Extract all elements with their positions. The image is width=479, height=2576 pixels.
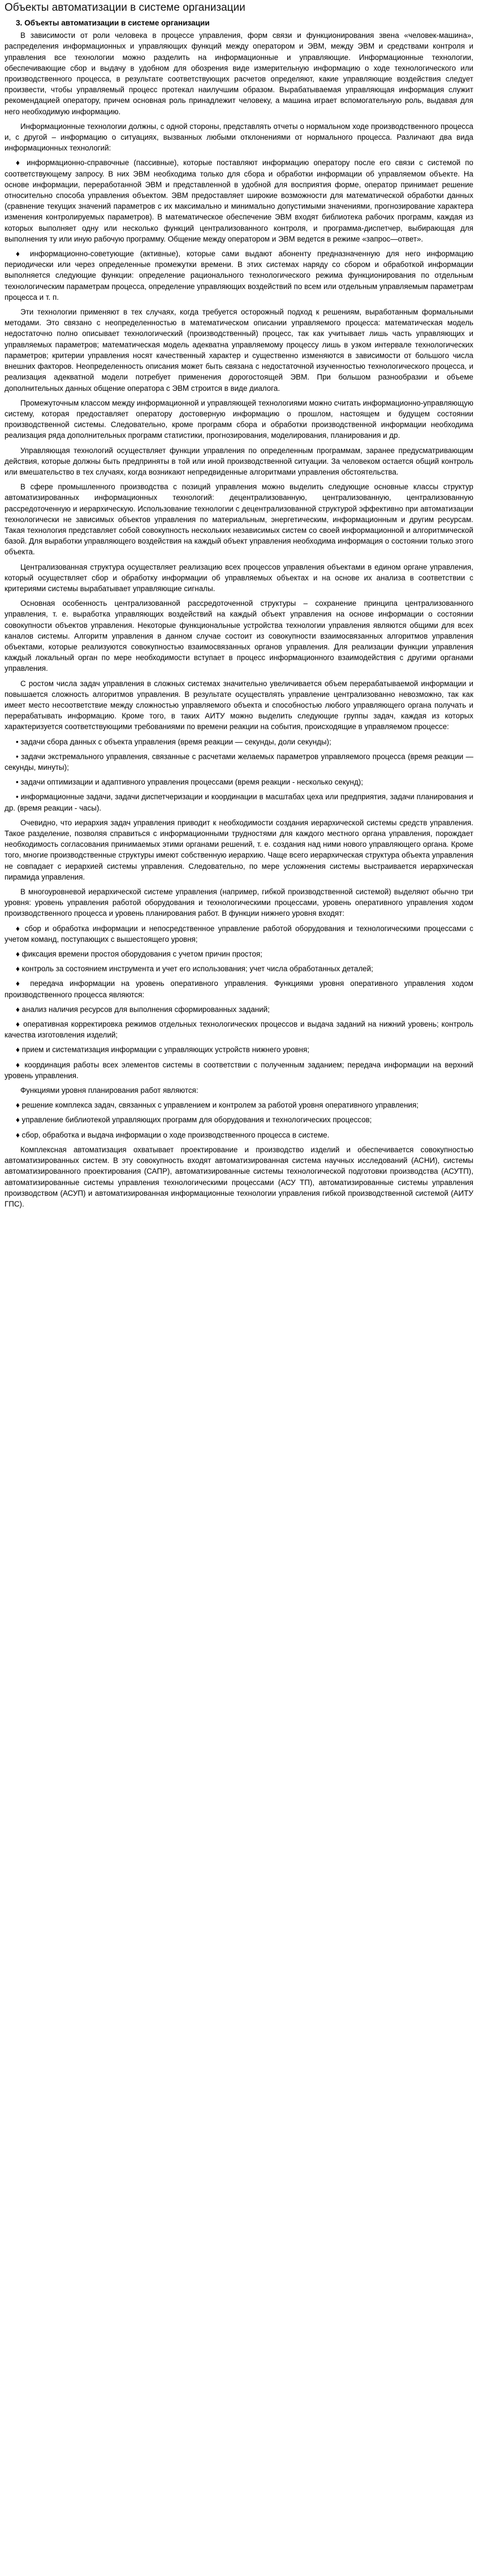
list-item: • задачи сбора данных с объекта управления (время реакции — секунды, доли секунды); xyxy=(16,737,331,746)
paragraph: Информационные технологии должны, с одной стороны, представлять отчеты о нормальном ходе производственного процесса и, с другой – информацию о ситуациях, вызванных любыми отклонениями от нормального процесса. Различают два вида информационных технологий: xyxy=(5,122,473,153)
list-item: ♦ фиксация времени простоя оборудования с учетом причин простоя; xyxy=(16,950,262,959)
document-page xyxy=(0,1,479,2576)
paragraph: Промежуточным классом между информационной и управляющей технологиями можно считать информационно-управляющую систему, которая предоставляет оператору достоверную информацию о прошлом, настоящем и будущем состоянии производственной системы. Следовательно, кроме программ сбора и обработки производственной информации необходима реализация ряда дополнительных программ статистики, прогнозирования, моделирования, планирования и др. xyxy=(5,398,473,440)
paragraph: В зависимости от роли человека в процессе управления, форм связи и функционирования звена «человек-машина», распределения информационных и управляющих функций между оператором и ЭВМ, между ЭВМ и средствами контроля и управления все технологии можно разделить на информационные и управляющие. Информационные технологии, обеспечивающие сбор и выдачу в удобном для обозрения виде измерительную информацию о ходе технологического или производственного процесса, в результате соответствующих расчетов определяют, какие управляющие воздействия следует произвести, чтобы управляемый процесс протекал наилучшим образом. Вырабатываемая управляющая информация служит рекомендацией оператору, причем основная роль принадлежит человеку, а машина играет вспомогательную роль, выдавая для него необходимую информацию. xyxy=(5,31,473,116)
list-item: • задачи оптимизации и адаптивного управления процессами (время реакции - несколько секунд); xyxy=(16,778,363,787)
list-item: ♦ прием и систематизация информации с управляющих устройств нижнего уровня; xyxy=(16,1045,309,1054)
list-item: ♦ оперативная корректировка режимов отдельных технологических процессов и выдача заданий на нижний уровень; контроль качества изготовления изделий; xyxy=(5,1020,473,1040)
section-heading: 3. Объекты автоматизации в системе организации xyxy=(16,19,210,27)
paragraph: Централизованная структура осуществляет реализацию всех процессов управления объектами в едином органе управления, который осуществляет сбор и обработку информации об управляемых объектах и на основе их анализа в соответствии с критериями системы вырабатывает управляющие сигналы. xyxy=(5,562,473,593)
paragraph: Основная особенность централизованной рассредоточенной структуры – сохранение принципа централизованного управления, т. е. выработка управляющих воздействий на каждый объект управления на основе информации о состоянии совокупности объектов управления. Некоторые функциональные устройства технологии управления являются общими для всех каналов системы. Алгоритм управления в данном случае состоит из совокупности взаимосвязанных алгоритмов управления объектами, которые реализуются совокупностью взаимосвязанных органов управления. Для реализации функции управления каждый локальный орган по мере необходимости вступает в процесс информационного взаимодействия с другими органами управления. xyxy=(5,599,473,673)
paragraph: В многоуровневой иерархической системе управления (например, гибкой производственной системой) выделяют обычно три уровня: уровень управления работой оборудования и технологическими процессами, уровень оперативного управления ходом производственного процесса и уровень планирования работ. В функции нижнего уровня входят: xyxy=(5,888,473,918)
paragraph: Комплексная автоматизация охватывает проектирование и производство изделий и обеспечивается совокупностью автоматизированных систем. В эту совокупность входят автоматизированная система научных исследований (АСНИ), системы автоматизированного проектирования (САПР), автоматизированные системы технологической подготовки производства (АСУТП), автоматизированные системы управления технологическими процессами (АСУ ТП), автоматизированные системы управления производством (АСУП) и автоматизированная информационные технологии управления гибкой производственной системой (АИТУ ГПС). xyxy=(5,1145,473,1208)
list-item: ♦ координация работы всех элементов системы в соответствии с полученным заданием; передача информации на верхний уровень управления. xyxy=(5,1060,473,1080)
paragraph: Очевидно, что иерархия задач управления приводит к необходимости создания иерархической системы средств управления. Такое разделение, позволяя справиться с информационными трудностями для каждого местного органа управления, порождает необходимость согласования принимаемых этими органами решений, т. е. создания над ними нового управляющего органа. Кроме того, многие производственные структуры имеют собственную иерархию. Чаще всего иерархическая структура объекта управления не совпадает с иерархией системы управления. Следовательно, по мере усложнения системы выстраивается иерархическая пирамида управления. xyxy=(5,818,473,881)
list-item: ♦ контроль за состоянием инструмента и учет его использования; учет числа обработанных деталей; xyxy=(16,964,373,973)
list-item: ♦ передача информации на уровень оперативного управления. Функциями уровня оперативного управления ходом производственного процесса являются: xyxy=(5,979,473,999)
paragraph: Управляющая технологий осуществляет функции управления по определенным программам, заранее предусматривающим действия, которые должны быть предприняты в той или иной производственной ситуации. За человеком остается общий контроль или вмешательство в тех случаях, когда возникают непредвиденные алгоритмами управления обстоятельства. xyxy=(5,446,473,476)
article-body xyxy=(5,30,473,1209)
page-title: Объекты автоматизации в системе организации xyxy=(5,2,245,14)
list-item: • задачи экстремального управления, связанные с расчетами желаемых параметров управляемого процесса (время реакции — секунды, минуты); xyxy=(5,752,473,772)
paragraph: С ростом числа задач управления в сложных системах значительно увеличивается объем перерабатываемой информации и повышается сложность алгоритмов управления. В результате осуществлять управление централизованно невозможно, так как имеет место несоответствие между сложностью управляемого объекта и способностью любого управляющего органа получать и перерабатывать информацию. Кроме того, в таких АИТУ можно выделить следующие группы задач, каждая из которых характеризуется соответствующими требованиями по времени реакции на события, происходящие в управляемом процессе: xyxy=(5,679,473,731)
list-item: • информационные задачи, задачи диспетчеризации и координации в масштабах цеха или предприятия, задачи планирования и др. (время реакции - часы). xyxy=(5,792,473,812)
list-item: ♦ сбор, обработка и выдача информации о ходе производственного процесса в системе. xyxy=(16,1130,330,1139)
list-item: ♦ решение комплекса задач, связанных с управлением и контролем за работой уровня оперативного управления; xyxy=(16,1101,418,1110)
paragraph: Функциями уровня планирования работ являются: xyxy=(20,1086,198,1095)
list-item: ♦ сбор и обработка информации и непосредственное управление работой оборудования и технологическими процессами с учетом команд, поступающих с вышестоящего уровня; xyxy=(5,924,473,944)
paragraph: Эти технологии применяют в тех случаях, когда требуется осторожный подход к решениям, выработанным формальными методами. Это связано с неопределенностью в математическом описании управляемого процесса: математическая модель недостаточно полно описывает технологический (производственный) процесс, так как учитывает лишь часть управляющих и управляемых параметров; математическая модель адекватна управляемому процессу лишь в узком интервале технологических параметров; критерии управления носят качественный характер и существенно изменяются в зависимости от большого числа внешних факторов. Неопределенность описания может быть связана с недостаточной изученностью технологического процесса, и реализация адекватной модели потребует применения дорогостоящей ЭВМ. При большом разнообразии и объеме дополнительных данных общение оператора с ЭВМ строится в виде диалога. xyxy=(5,308,473,393)
list-item: ♦ информационно-справочные (пассивные), которые поставляют информацию оператору после его связи с системой по соответствующему запросу. В них ЭВМ необходима только для сбора и обработки информации об управляемом объекте. На основе информации, переработанной ЭВМ и представленной в удобной для восприятия форме, оператор принимает решение относительно способа управления объектом. ЭВМ предоставляет широкие возможности для математической обработки данных (сравнение текущих значений параметров с их максимально и минимально допустимыми значениями, прогнозирование характера изменения контролируемых параметров). В математическое обеспечение ЭВМ входят библиотека рабочих программ, каждая из которых выполняет одну или несколько функций централизованного контроля, и программа-диспетчер, выбирающая для выполнения ту или иную рабочую программу. Общение между оператором и ЭВМ ведется в режиме «запрос—ответ». xyxy=(5,158,473,243)
paragraph: В сфере промышленного производства с позиций управления можно выделить следующие основные классы структур автоматизированных информационных технологий: децентрализованную, централизованную, централизованную рассредоточенную и иерархическую. Использование технологии с децентрализованной структурой эффективно при автоматизации технологически не зависимых объектов управления по материальным, энергетическим, информационным и другим ресурсам. Такая технология представляет собой совокупность нескольких независимых систем со своей информационной и алгоритмической базой. Для выработки управляющего воздействия на каждый объект управления необходима информация о состоянии только этого объекта. xyxy=(5,483,473,557)
list-item: ♦ управление библиотекой управляющих программ для оборудования и технологических процессов; xyxy=(16,1115,372,1125)
list-item: ♦ анализ наличия ресурсов для выполнения сформированных заданий; xyxy=(16,1005,270,1014)
list-item: ♦ информационно-советующие (активные), которые сами выдают абоненту предназначенную для него информацию периодически или через определенные промежутки времени. В этих системах наряду со сбором и обработкой информации выполняется следующие функции: определение рационального технологического режима функционирования по отдельным технологическим параметрам процесса, определение управляющих воздействий по всем или отдельным управляемым параметрам процесса и т. п. xyxy=(5,249,473,301)
